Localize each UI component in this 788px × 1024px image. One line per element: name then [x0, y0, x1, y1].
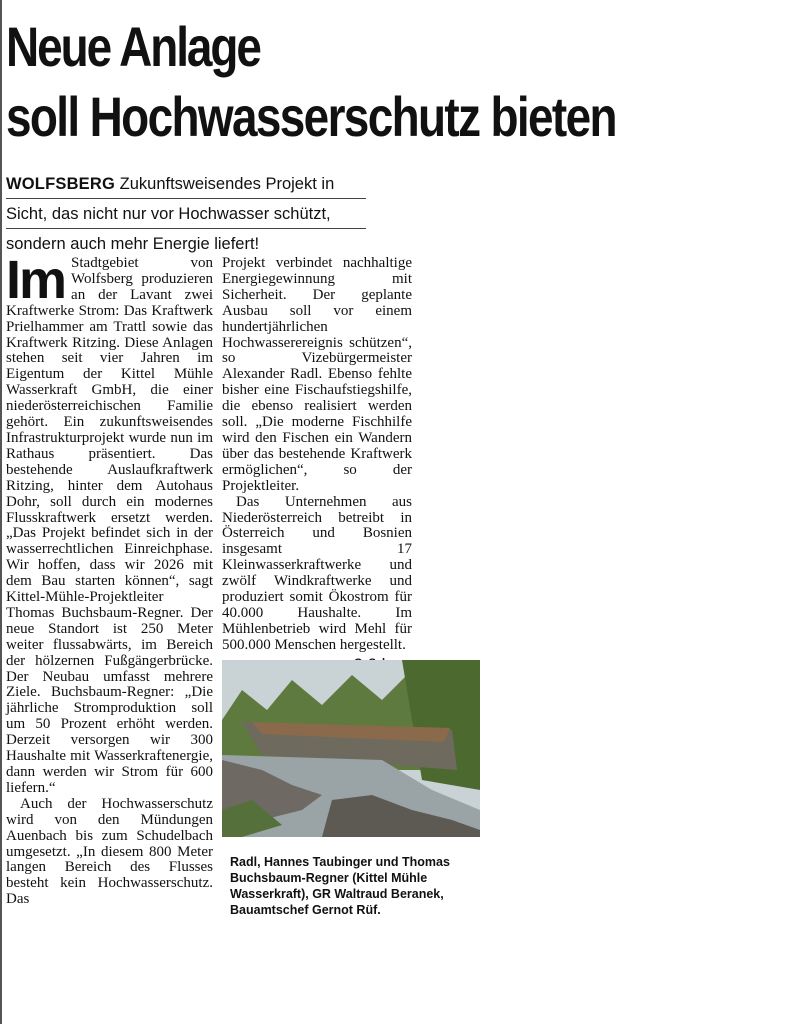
- article-paragraph-4-text: Das Unternehmen aus Niederösterreich betreibt in Österreich und Bosnien insgesamt 17 Kleinwasserkraftwerke und zwölf Windkraftwerke und produziert somit Ökostrom für 40.000 Haushalte. Im Mühlenbetrieb wird Mehl für 500.000 Menschen hergestellt.: [222, 493, 412, 653]
- article-paragraph-4: [222, 495, 412, 654]
- article-column-1: [6, 250, 213, 908]
- lead-line-3: sondern auch mehr Energie liefert!: [6, 235, 260, 253]
- location-kicker: WOLFSBERG: [6, 175, 116, 193]
- article-photo: [222, 660, 480, 837]
- drop-cap: Im: [6, 250, 66, 310]
- riverbank-photo-illustration: [222, 660, 480, 837]
- lead-line-2: Sicht, das nicht nur vor Hochwasser schützt,: [6, 199, 366, 229]
- page-edge-rule: [0, 0, 2, 1024]
- article-paragraph-3: Projekt verbindet nachhaltige Energiegewinnung mit Sicherheit. Der geplante Ausbau soll vor einem hundertjährlichen Hochwasserereignis schützen“, so Vizebürgermeister Alexander Radl. Ebenso fehlte bisher eine Fischaufstiegshilfe, die ebenso realisiert werden soll. „Die moderne Fischhilfe wird den Fischen ein Wandern über das bestehende Kraftwerk ermöglichen“, so der Projektleiter.: [222, 255, 412, 494]
- article-paragraph-2: Auch der Hochwasserschutz wird von den Mündungen Auenbach bis zum Schudelbach umgesetzt. „In diesem 800 Meter langen Bereich des Flusses besteht kein Hochwasserschutz. Das: [6, 795, 213, 908]
- headline: [6, 16, 646, 148]
- headline-line-1: Neue Anlage: [6, 15, 260, 78]
- lead-paragraph: [6, 169, 366, 258]
- lead-line-1: [6, 169, 366, 199]
- article-column-2: [222, 256, 412, 672]
- lead-line-1-text: Zukunftsweisendes Projekt in: [119, 175, 335, 193]
- headline-line-2: soll Hochwasserschutz bieten: [6, 85, 616, 148]
- photo-caption: Radl, Hannes Taubinger und Thomas Buchsbaum-Regner (Kittel Mühle Wasserkraft), GR Waltraud Beranek, Bauamtschef Gernot Rüf.: [230, 855, 450, 917]
- article-paragraph-1: Stadtgebiet von Wolfsberg produzieren an der Lavant zwei Kraftwerke Strom: Das Kraftwerk Prielhammer am Trattl sowie das Kraftwerk Ritzing. Diese Anlagen stehen seit vier Jahren im Eigentum der Kittel Mühle Wasserkraft GmbH, die einer niederösterreichischen Familie gehört. Ein zukunftsweisendes Infrastrukturprojekt wurde nun im Rathaus präsentiert. Das bestehende Auslaufkraftwerk Ritzing, hinter dem Autohaus Dohr, soll durch ein modernes Flusskraftwerk ersetzt werden. „Das Projekt befindet sich in der wasserrechtlichen Einreichphase. Wir hoffen, dass wir 2026 mit dem Bau starten können“, sagt Kittel-Mühle-Projektleiter Thomas Buchsbaum-Regner. Der neue Standort ist 250 Meter weiter flussabwärts, im Bereich der hölzernen Fußgängerbrücke. Der Neubau umfasst mehrere Ziele. Buchsbaum-Regner: „Die jährliche Stromproduktion soll um 50 Prozent erhöht werden. Derzeit versorgen wir 300 Haushalte mit Wasserkraftenergie, dann werden wir Strom für 600 liefern.“: [6, 255, 213, 796]
